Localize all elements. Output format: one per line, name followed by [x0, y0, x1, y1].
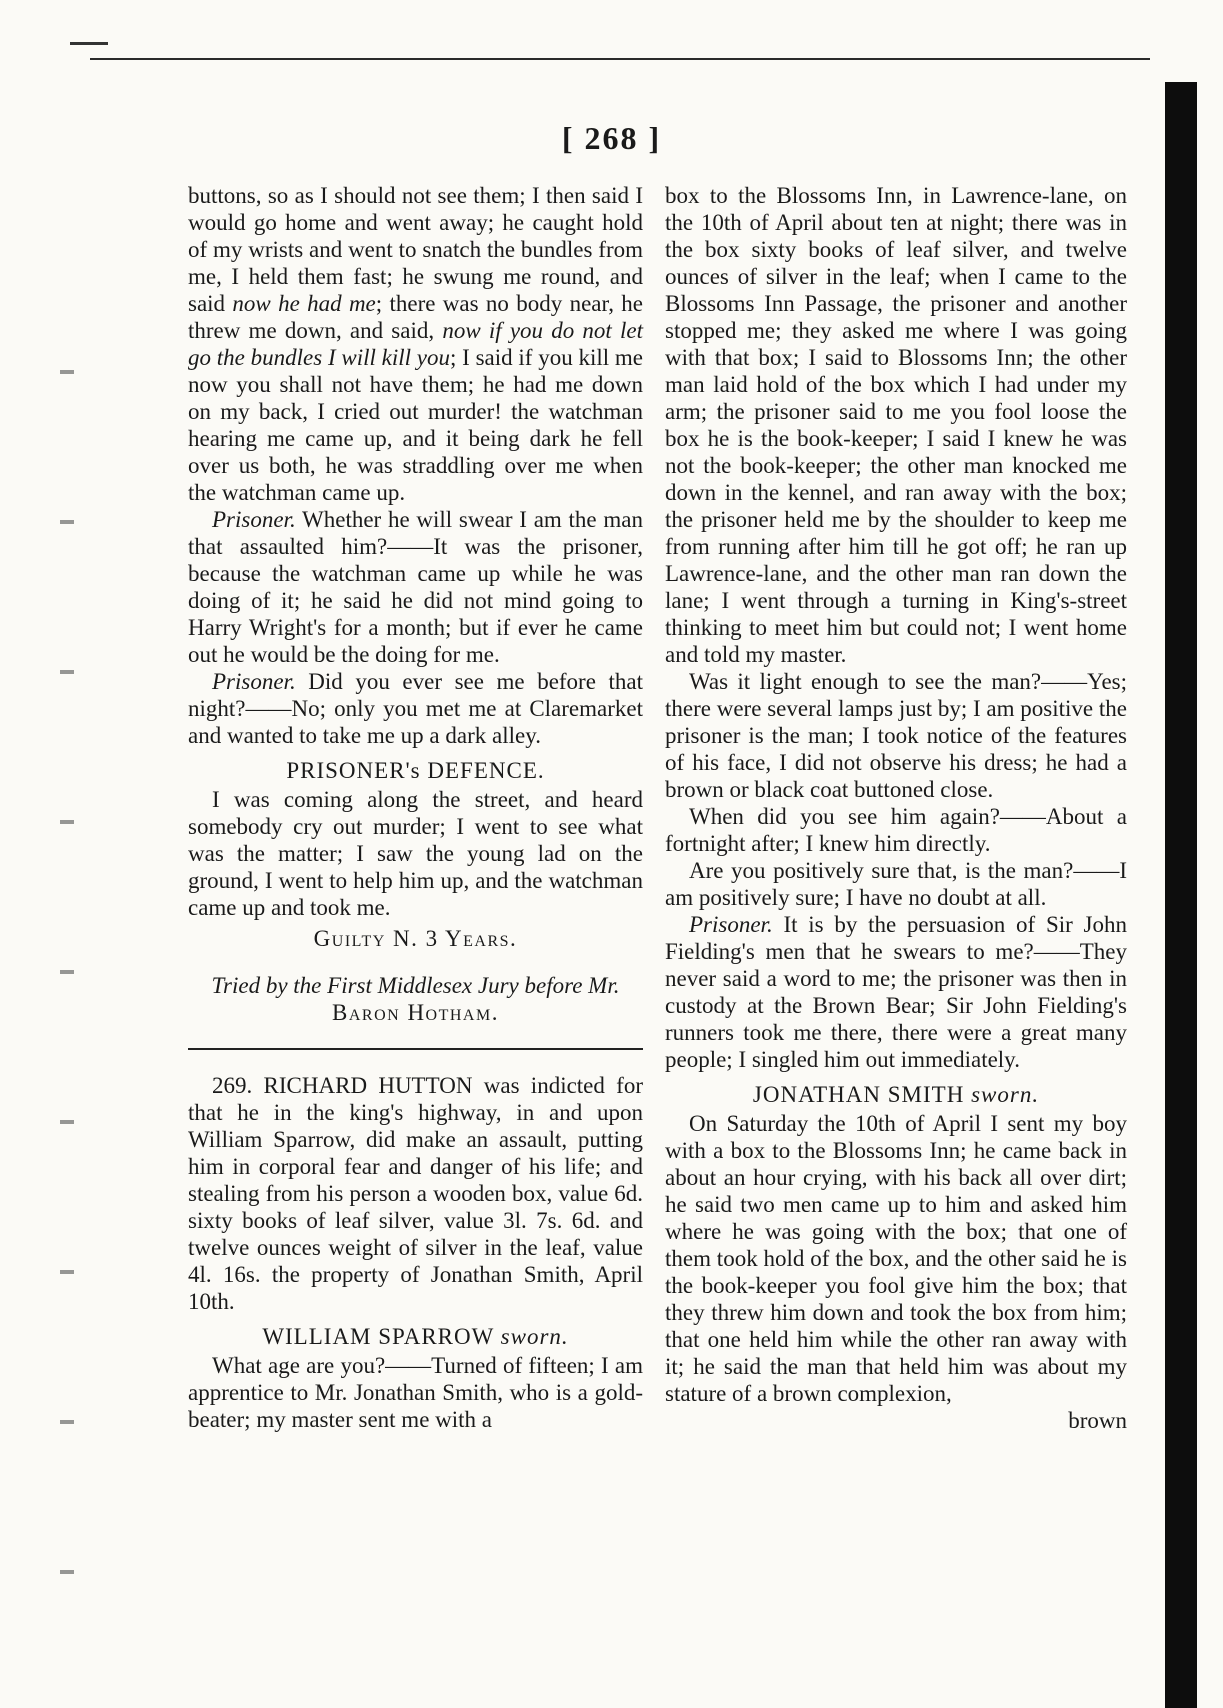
page-number-header: [ 268 ] — [561, 120, 662, 156]
tried-by-line: Tried by the First Middlesex Jury before Mr. — [211, 973, 620, 998]
left-column — [188, 182, 643, 1433]
judge-name: Baron Hotham. — [332, 1000, 499, 1025]
paragraph: Prisoner. Did you ever see me before that night?——No; only you met me at Claremarket and wanted to take me up a dark alley. — [188, 669, 643, 748]
paragraph: On Saturday the 10th of April I sent my boy with a box to the Blossoms Inn; he came back in about an hour crying, with his back all over dirt; he said two men came up to him and asked him where he was going with the box; that one of them took hold of the box, and the other said he is the book-keeper you fool give him the box; that they threw him down and took the box from him; that one held him while the other ran away with it; he said the man that held him was about my stature of a brown complexion, — [665, 1111, 1127, 1406]
paragraph: What age are you?——Turned of fifteen; I am apprentice to Mr. Jonathan Smith, who is a gold-beater; my master sent me with a — [188, 1353, 643, 1432]
witness-heading: JONATHAN SMITH sworn. — [752, 1082, 1040, 1107]
top-rule — [90, 58, 1150, 60]
right-column — [665, 182, 1127, 1434]
margin-marks — [60, 280, 74, 1680]
paragraph: box to the Blossoms Inn, in Lawrence-lane, on the 10th of April about ten at night; there was in the box sixty books of leaf silver, and twelve ounces of silver in the leaf; when I came to the Blossoms Inn Passage, the prisoner and another stopped me; they asked me where I was going with that box; I said to Blossoms Inn; the other man laid hold of the box which I had under my arm; the prisoner said to me you fool loose the box he is the book-keeper; I said I knew he was not the book-keeper; the other man knocked me down in the kennel, and ran away with the box; the prisoner held me by the shoulder to keep me from running after him till he got off; he ran up Lawrence-lane, and the other man ran down the lane; I went through a turning in King's-street thinking to meet him but could not; I went home and told my master. — [665, 183, 1127, 667]
paragraph: Prisoner. It is by the persuasion of Sir John Fielding's men that he swears to me?——They never said a word to me; the prisoner was then in custody at the Brown Bear; Sir John Fielding's runners took me there, there were a great many people; I singled him out immediately. — [665, 912, 1127, 1072]
paragraph: I was coming along the street, and heard somebody cry out murder; I went to see what was the matter; I saw the young lad on the ground, I went to help him up, and the watchman came up and took me. — [188, 787, 643, 920]
binding-shadow — [1165, 82, 1197, 1708]
paragraph: Are you positively sure that, is the man?——I am positively sure; I have no doubt at all. — [665, 858, 1127, 910]
paragraph: Was it light enough to see the man?——Yes; there were several lamps just by; I am positive the prisoner is the man; I took notice of the features of his face, I did not observe his dress; he had a brown or black coat buttoned close. — [665, 669, 1127, 802]
case-intro: 269. RICHARD HUTTON was indicted for that he in the king's highway, in and upon William Sparrow, did make an assault, putting him in corporal fear and danger of his life; and stealing from his person a wooden box, value 6d. sixty books of leaf silver, value 3l. 7s. 6d. and twelve ounces weight of silver in the leaf, value 4l. 16s. the property of Jonathan Smith, April 10th. — [188, 1073, 643, 1314]
defence-heading: PRISONER's DEFENCE. — [286, 758, 545, 783]
catchword: brown — [1068, 1408, 1127, 1433]
verdict: Guilty N. 3 Years. — [313, 926, 518, 951]
paragraph: Prisoner. Whether he will swear I am the man that assaulted him?——It was the prisoner, because the watchman came up while he was doing of it; he said he did not mind going to Harry Wright's for a month; but if ever he came out he would be the doing for me. — [188, 507, 643, 667]
witness-heading: WILLIAM SPARROW sworn. — [262, 1324, 569, 1349]
top-edge-mark — [70, 42, 108, 45]
paragraph: buttons, so as I should not see them; I then said I would go home and went away; he caught hold of my wrists and went to snatch the bundles from me, I held them fast; he swung me round, and said now he had me; there was no body near, he threw me down, and said, now if you do not let go the bundles I will kill you; I said if you kill me now you shall not have them; he had me down on my back, I cried out murder! the watchman hearing me came up, and it being dark he fell over us both, he was straddling over me when the watchman came up. — [188, 183, 644, 505]
paragraph: When did you see him again?——About a fortnight after; I knew him directly. — [665, 804, 1127, 856]
section-divider — [188, 1048, 643, 1050]
